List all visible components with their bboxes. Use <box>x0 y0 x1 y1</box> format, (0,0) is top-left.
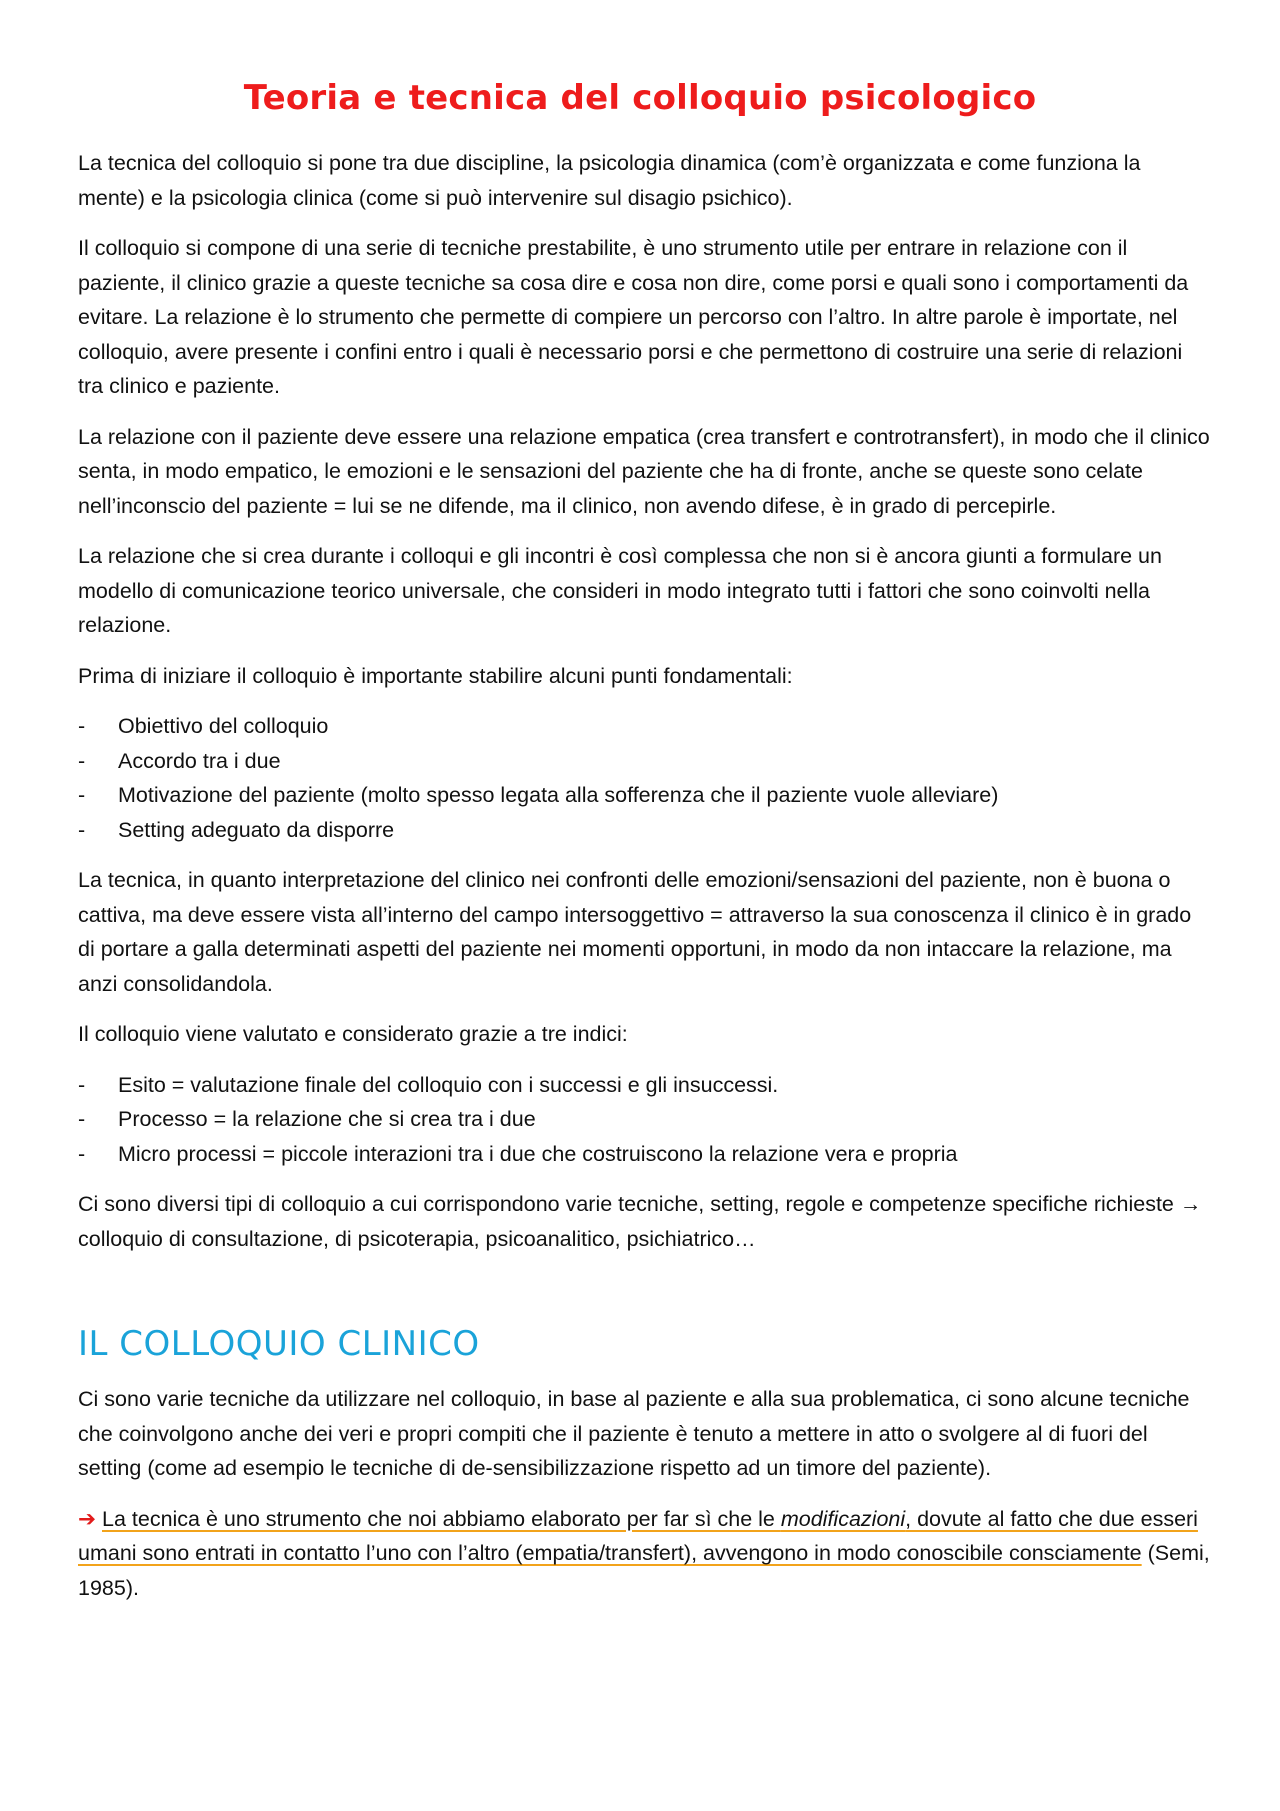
indices-list <box>78 1068 1213 1172</box>
bullet-dash: - <box>78 1072 86 1097</box>
list-item <box>78 778 1213 813</box>
bullet-dash: - <box>78 1107 86 1131</box>
list-item <box>78 813 1213 848</box>
bullet-dash: - <box>78 1141 86 1166</box>
paragraph-disciplines: La tecnica del colloquio si pone tra due discipline, la psicologia dinamica (com’è organizzata e come funziona la mente) e la psicologia clinica (come si può intervenire sul disagio psichico). <box>78 151 1141 210</box>
quote-underlined-text <box>78 1507 1198 1566</box>
section-heading: IL COLLOQUIO CLINICO <box>78 1324 480 1364</box>
bullet-dash: - <box>78 783 86 807</box>
bullet-dash: - <box>78 714 86 738</box>
list-item-text: Accordo tra i due <box>118 748 281 773</box>
quote-paragraph <box>78 1502 1213 1606</box>
list-item-text: Processo = la relazione che si crea tra i due <box>118 1107 536 1131</box>
quote-text-end: , dovute al fatto che due esseri umani sono entrati in contatto l’uno con l’altro (empatia/transfert), avvengono in modo conoscibile consciamente <box>78 1506 1198 1565</box>
list-item <box>78 709 1213 744</box>
paragraph-preliminary: Prima di iniziare il colloquio è importante stabilire alcuni punti fondamentali: <box>78 663 793 688</box>
list-item <box>78 1102 1213 1137</box>
list-item-text: Esito = valutazione finale del colloquio con i successi e gli insuccessi. <box>118 1072 779 1097</box>
paragraph-empathy: La relazione con il paziente deve essere una relazione empatica (crea transfert e controtransfert), in modo che il clinico senta, in modo empatico, le emozioni e le sensazioni del paziente che ha di fronte, anche se queste sono celate nell’inconscio del paziente = lui se ne difende, ma il clinico, non avendo difese, è in grado di percepirle. <box>78 424 1210 518</box>
list-item <box>78 744 1213 779</box>
list-item-text: Obiettivo del colloquio <box>118 714 329 738</box>
document-body <box>78 146 1213 1621</box>
paragraph-indices: Il colloquio viene valutato e considerato grazie a tre indici: <box>78 1022 628 1046</box>
paragraph-technique-interpretation: La tecnica, in quanto interpretazione del clinico nei confronti delle emozioni/sensazioni del paziente, non è buona o cattiva, ma deve essere vista all’interno del campo intersoggettivo = attraverso la sua conoscenza il clinico è in grado di portare a galla determinati aspetti del paziente nei momenti opportuni, in modo da non intaccare la relazione, ma anzi consolidandola. <box>78 868 1192 996</box>
paragraph-colloquio-types: Ci sono diversi tipi di colloquio a cui corrispondono varie tecniche, setting, regole e competenze specifiche richieste → colloquio di consultazione, di psicoterapia, psicoanalitico, psichiatrico… <box>78 1192 1202 1251</box>
quote-text-start: La tecnica è uno strumento che noi abbiamo elaborato per far sì che le <box>102 1506 781 1531</box>
list-item-text: Setting adeguato da disporre <box>118 817 395 842</box>
quote-citation: (Semi, 1985). <box>78 1541 1210 1600</box>
bullet-dash: - <box>78 748 86 773</box>
list-item <box>78 1068 1213 1103</box>
page-title: Teoria e tecnica del colloquio psicologico <box>243 78 1037 118</box>
fundamental-points-list <box>78 709 1213 847</box>
paragraph-clinical-techniques: Ci sono varie tecniche da utilizzare nel colloquio, in base al paziente e alla sua problematica, ci sono alcune tecniche che coinvolgono anche dei veri e propri compiti che il paziente è tenuto a mettere in atto o svolgere al di fuori del setting (come ad esempio le tecniche di de-sensibilizzazione rispetto ad un timore del paziente). <box>78 1387 1190 1480</box>
list-item-text: Motivazione del paziente (molto spesso legata alla sofferenza che il paziente vuole alleviare) <box>118 783 999 807</box>
paragraph-complexity: La relazione che si crea durante i colloqui e gli incontri è così complessa che non si è ancora giunti a formulare un modello di comunicazione teorico universale, che consideri in modo integrato tutti i fattori che sono coinvolti nella relazione. <box>78 544 1162 637</box>
paragraph-techniques: Il colloquio si compone di una serie di tecniche prestabilite, è uno strumento utile per entrare in relazione con il paziente, il clinico grazie a queste tecniche sa cosa dire e cosa non dire, come porsi e quali sono i comportamenti da evitare. La relazione è lo strumento che permette di compiere un percorso con l’altro. In altre parole è importate, nel colloquio, avere presente i confini entro i quali è necessario porsi e che permettono di costruire una serie di relazioni tra clinico e paziente. <box>78 236 1189 398</box>
list-item <box>78 1137 1213 1172</box>
bullet-dash: - <box>78 817 86 842</box>
arrow-right-icon: ➔ <box>78 1506 97 1531</box>
quote-emphasis: modificazioni <box>780 1506 906 1531</box>
list-item-text: Micro processi = piccole interazioni tra i due che costruiscono la relazione vera e propria <box>118 1141 958 1166</box>
